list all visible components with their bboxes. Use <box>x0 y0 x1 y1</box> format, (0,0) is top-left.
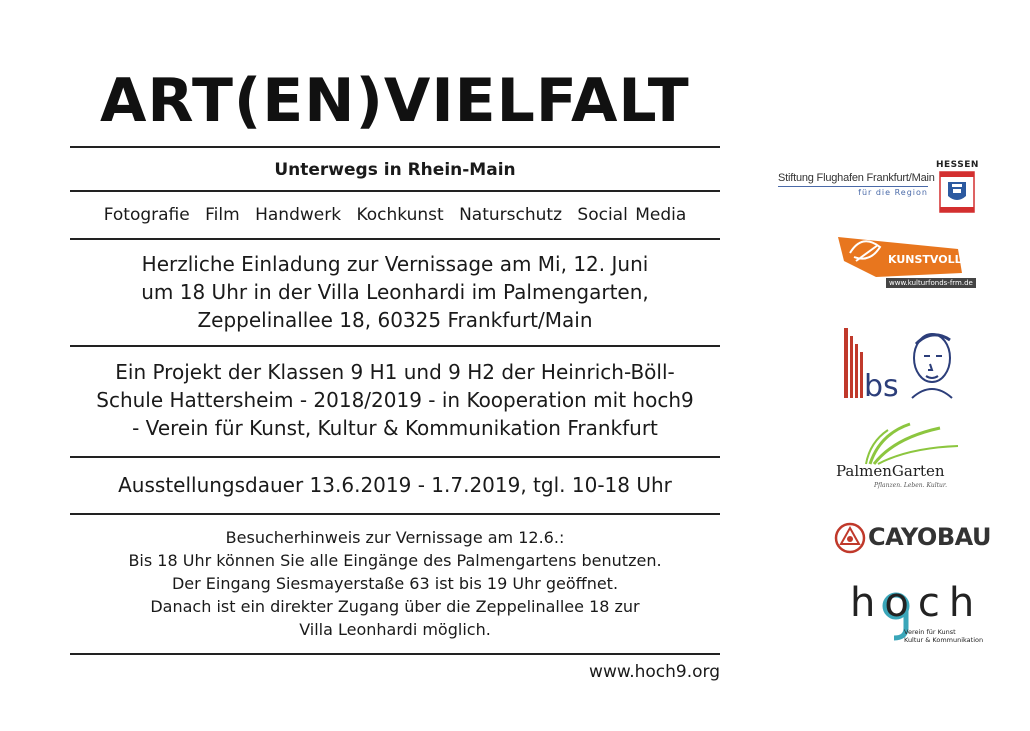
stiftung-flughafen-logo <box>778 172 935 197</box>
stiftung-tagline: für die Region <box>858 188 928 197</box>
kunstvoll-url: www.kulturfonds-frm.de <box>886 278 976 288</box>
flyer-title: ART(EN)VIELFALT <box>100 66 690 136</box>
hoch9-sub-line: Kultur & Kommunikation <box>904 636 984 644</box>
hbs-logo <box>840 322 960 400</box>
divider <box>70 345 720 347</box>
visitor-notice <box>70 526 720 641</box>
subtitle: Unterwegs in Rhein-Main <box>274 160 516 180</box>
stiftung-rule <box>778 186 928 187</box>
category-item: Film <box>205 205 240 225</box>
project-line: Ein Projekt der Klassen 9 H1 und 9 H2 der Heinrich-Böll- <box>115 360 675 384</box>
divider <box>70 456 720 458</box>
cayobau-emblem-icon <box>834 520 866 556</box>
palmengarten-name: PalmenGarten <box>836 462 945 480</box>
category-item: Handwerk <box>255 205 342 225</box>
cayobau-logo <box>834 520 991 556</box>
notice-line: Danach ist ein direkter Zugang über die Zeppelinallee 18 zur <box>150 597 640 616</box>
hoch9-word: hoch <box>850 580 984 626</box>
hoch9-subtitle <box>904 628 983 644</box>
invitation-line: Zeppelinallee 18, 60325 Frankfurt/Main <box>197 308 593 332</box>
divider <box>70 190 720 192</box>
kunstvoll-logo <box>836 231 973 291</box>
notice-line: Der Eingang Siesmayerstaße 63 ist bis 19 Uhr geöffnet. <box>171 574 619 593</box>
exhibition-duration: Ausstellungsdauer 13.6.2019 - 1.7.2019, tgl. 10-18 Uhr <box>118 473 672 497</box>
category-item: Kochkunst <box>356 205 444 225</box>
palmengarten-tagline: Pflanzen. Leben. Kultur. <box>874 482 948 489</box>
cayobau-name: CAYOBAU <box>868 523 991 551</box>
stiftung-name: Stiftung Flughafen Frankfurt/Main <box>778 172 935 184</box>
divider <box>70 653 720 655</box>
project-text <box>70 358 720 442</box>
hessen-logo <box>936 160 978 218</box>
hoch9-logo <box>850 580 984 648</box>
hoch9-wordmark <box>850 580 983 626</box>
project-line: - Verein für Kunst, Kultur & Kommunikation Frankfurt <box>132 416 658 440</box>
category-item: Social Media <box>577 205 687 225</box>
svg-text:bs: bs <box>864 369 899 400</box>
invitation-line: um 18 Uhr in der Villa Leonhardi im Palmengarten, <box>141 280 649 304</box>
divider <box>70 146 720 148</box>
invitation-text <box>70 250 720 334</box>
notice-line: Villa Leonhardi möglich. <box>299 620 491 639</box>
svg-text:KUNSTVOLL: KUNSTVOLL <box>888 253 962 266</box>
palm-leaf-icon <box>836 420 966 465</box>
hessen-label: HESSEN <box>936 160 979 170</box>
website-link[interactable]: www.hoch9.org <box>589 662 720 682</box>
category-item: Naturschutz <box>459 205 562 225</box>
project-line: Schule Hattersheim - 2018/2019 - in Kooperation mit hoch9 <box>96 388 694 412</box>
kunstvoll-swoosh-icon <box>836 231 966 281</box>
divider <box>70 513 720 515</box>
hoch9-sub-line: Verein für Kunst <box>904 628 956 636</box>
hessen-crest-icon <box>936 170 978 214</box>
palmengarten-logo <box>836 420 966 495</box>
notice-line: Bis 18 Uhr können Sie alle Eingänge des Palmengartens benutzen. <box>128 551 662 570</box>
notice-line: Besucherhinweis zur Vernissage am 12.6.: <box>225 528 565 547</box>
category-item: Fotografie <box>103 205 190 225</box>
invitation-line: Herzliche Einladung zur Vernissage am Mi, 12. Juni <box>141 252 649 276</box>
category-list <box>70 205 720 225</box>
divider <box>70 238 720 240</box>
hbs-portrait-icon <box>840 322 960 400</box>
